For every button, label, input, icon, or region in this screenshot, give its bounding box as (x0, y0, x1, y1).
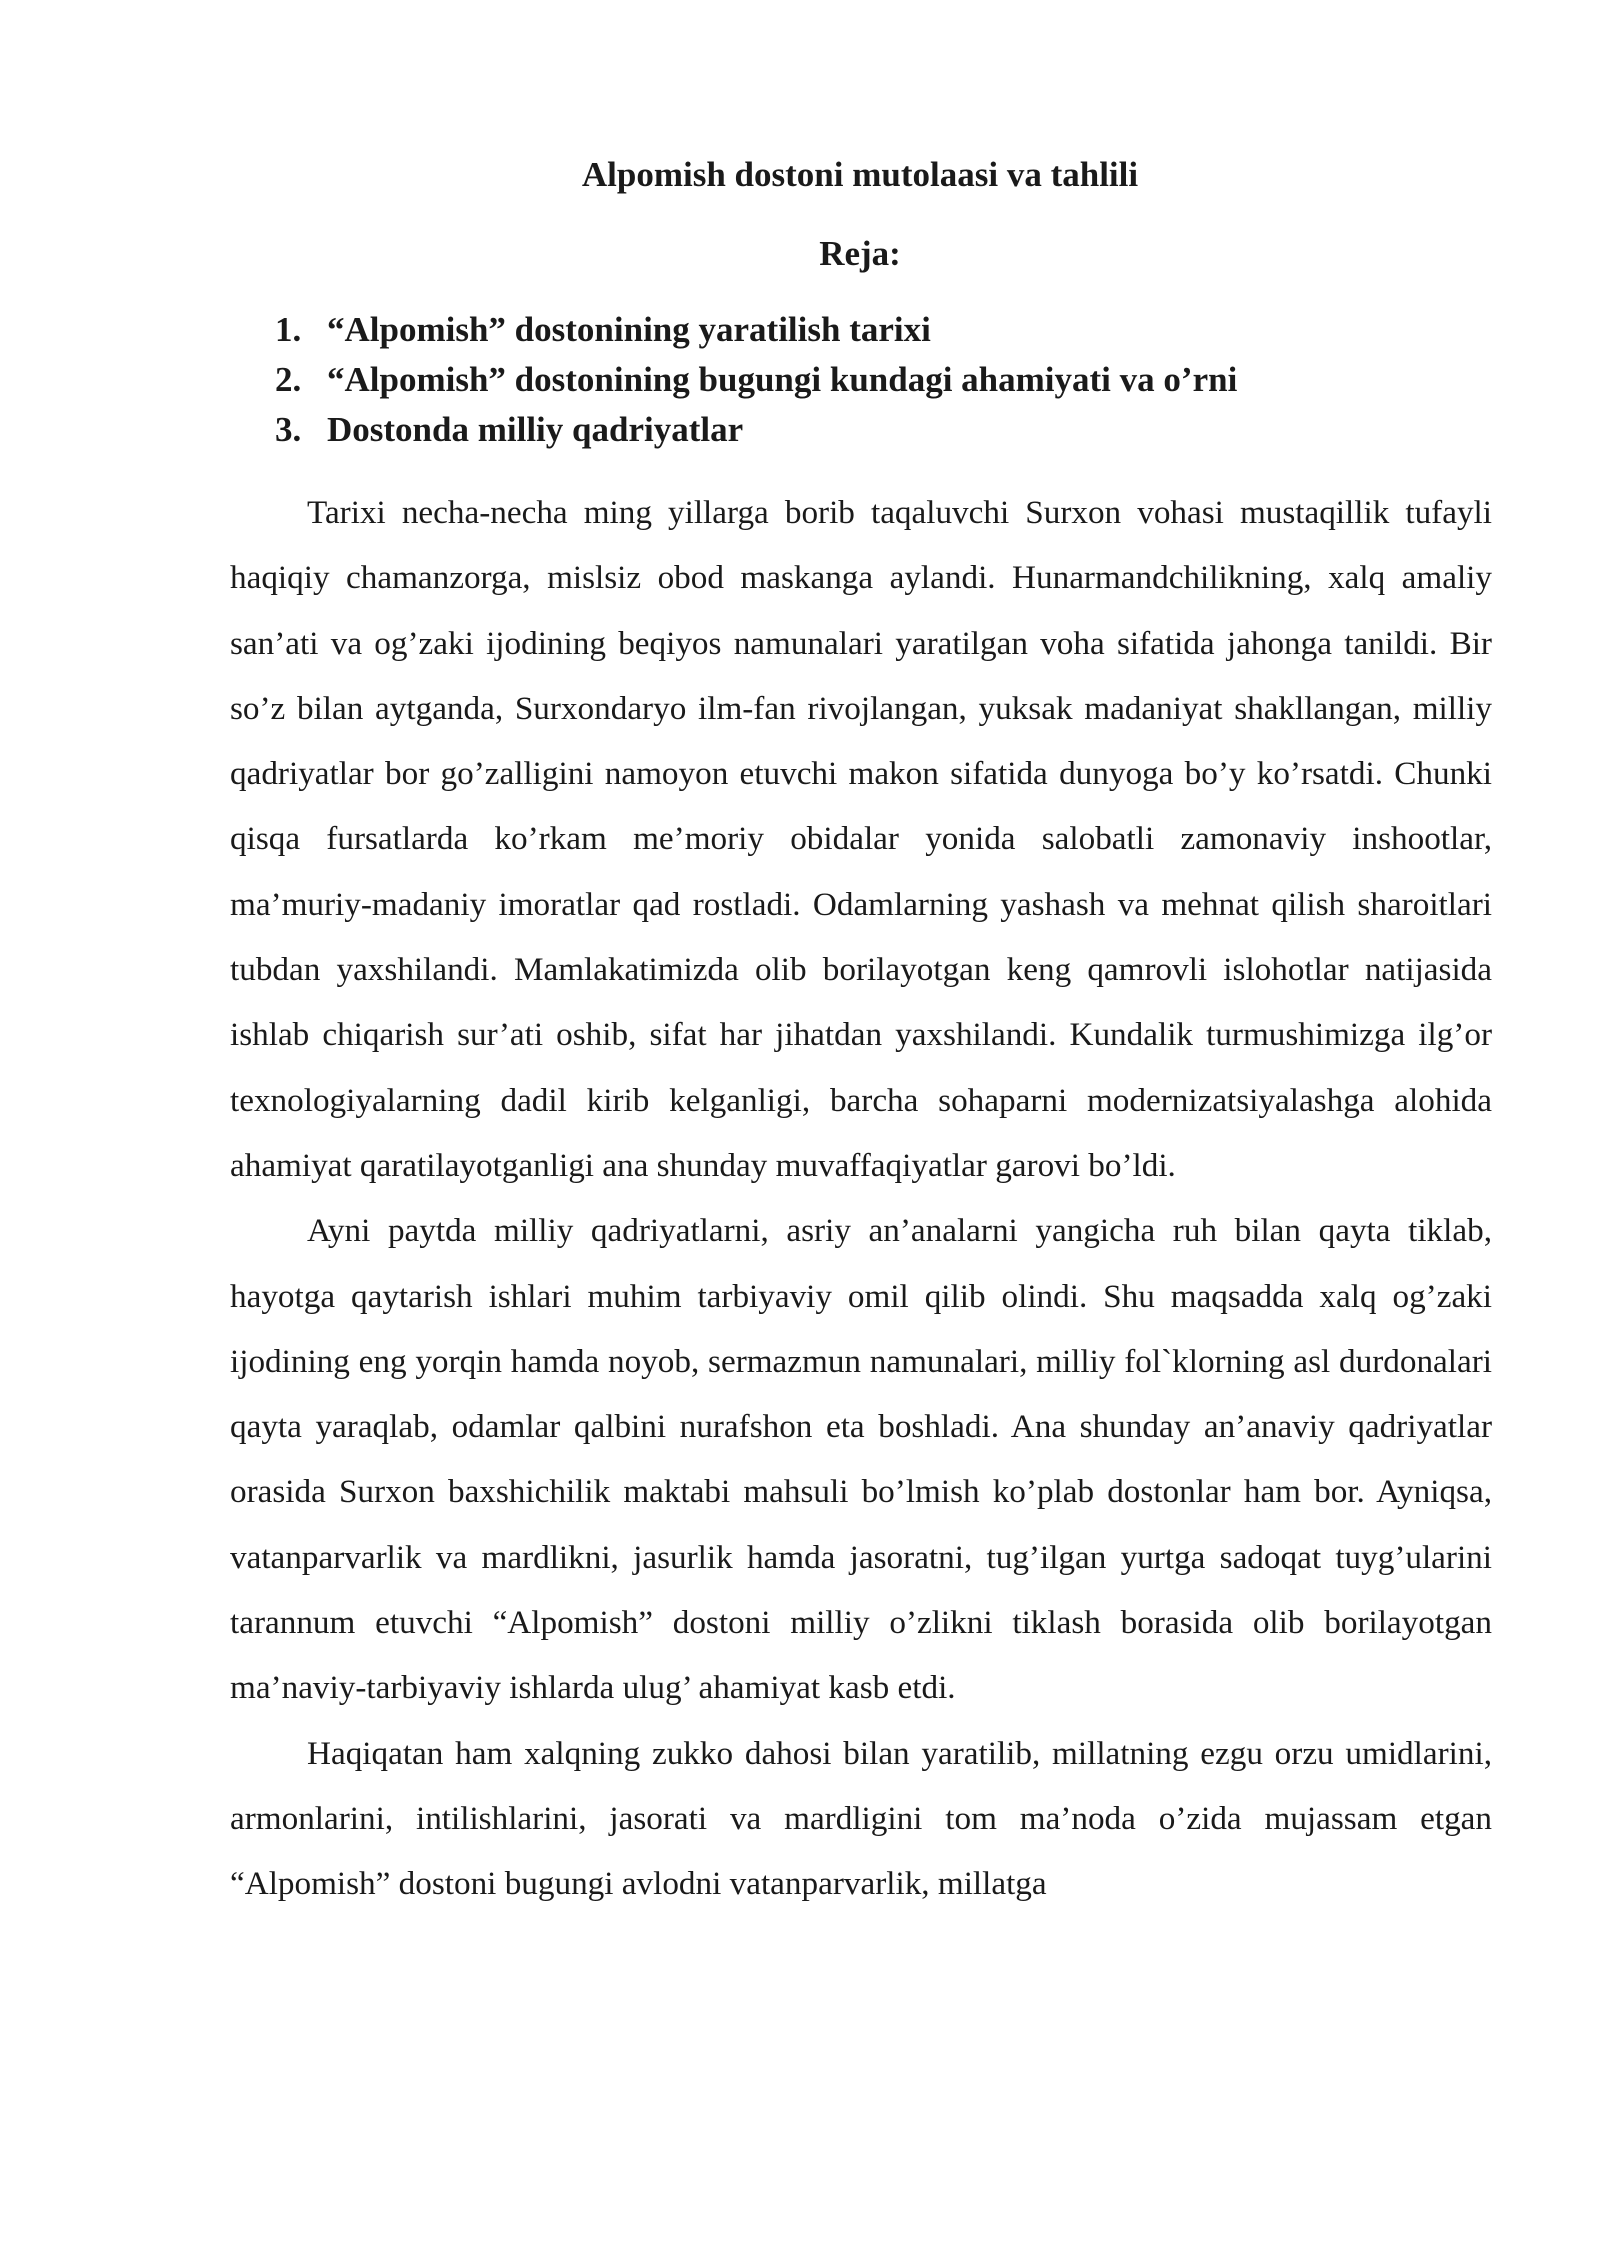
plan-item-text: “Alpomish” dostonining yaratilish tarixi (327, 310, 931, 349)
plan-heading: Reja: (819, 234, 901, 273)
plan-item-number: 1. (275, 310, 302, 349)
document-title: Alpomish dostoni mutolaasi va tahlili (581, 155, 1139, 194)
plan-item (275, 405, 1237, 455)
plan-item-number: 2. (275, 360, 302, 399)
plan-list (275, 305, 1237, 455)
plan-item-number: 3. (275, 410, 302, 449)
plan-item (275, 355, 1237, 405)
plan-item-text: Dostonda milliy qadriyatlar (327, 410, 744, 449)
body-text (230, 480, 1492, 1917)
paragraph: Haqiqatan ham xalqning zukko dahosi bilan yaratilib, millatning ezgu orzu umidlarini, armonlarini, intilishlarini, jasorati va mardligini tom ma’noda o’zida mujassam etgan “Alpomish” dostoni bugungi avlodni vatanparvarlik, millatga (230, 1734, 1492, 1903)
paragraph: Ayni paytda milliy qadriyatlarni, asriy an’analarni yangicha ruh bilan qayta tiklab, hayotga qaytarish ishlari muhim tarbiyaviy omil qilib olindi. Shu maqsadda xalq og’zaki ijodining eng yorqin hamda noyob, sermazmun namunalari, milliy fol`klorning asl durdonalari qayta yaraqlab, odamlar qalbini nurafshon eta boshladi. Ana shunday an’anaviy qadriyatlar orasida Surxon baxshichilik maktabi mahsuli bo’lmish ko’plab dostonlar ham bor. Ayniqsa, vatanparvarlik va mardlikni, jasurlik hamda jasoratni, tug’ilgan yurtga sadoqat tuyg’ularini tarannum etuvchi “Alpomish” dostoni milliy o’zlikni tiklash borasida olib borilayotgan ma’naviy-tarbiyaviy ishlarda ulug’ ahamiyat kasb etdi. (230, 1212, 1492, 1707)
plan-item-text: “Alpomish” dostonining bugungi kundagi ahamiyati va o’rni (327, 360, 1238, 399)
plan-item (275, 305, 1237, 355)
paragraph: Tarixi necha-necha ming yillarga borib taqaluvchi Surxon vohasi mustaqillik tufayli haqiqiy chamanzorga, mislsiz obod maskanga aylandi. Hunarmandchilikning, xalq amaliy san’ati va og’zaki ijodining beqiyos namunalari yaratilgan voha sifatida jahonga tanildi. Bir so’z bilan aytganda, Surxondaryo ilm-fan rivojlangan, yuksak madaniyat shakllangan, milliy qadriyatlar bor go’zalligini namoyon etuvchi makon sifatida dunyoga bo’y ko’rsatdi. Chunki qisqa fursatlarda ko’rkam me’moriy obidalar yonida salobatli zamonaviy inshootlar, ma’muriy-madaniy imoratlar qad rostladi. Odamlarning yashash va mehnat qilish sharoitlari tubdan yaxshilandi. Mamlakatimizda olib borilayotgan keng qamrovli islohotlar natijasida ishlab chiqarish sur’ati oshib, sifat har jihatdan yaxshilandi. Kundalik turmushimizga ilg’or texnologiyalarning dadil kirib kelganligi, barcha sohaparni modernizatsiyalashga alohida ahamiyat qaratilayotganligi ana shunday muvaffaqiyatlar garovi bo’ldi. (230, 494, 1492, 1184)
